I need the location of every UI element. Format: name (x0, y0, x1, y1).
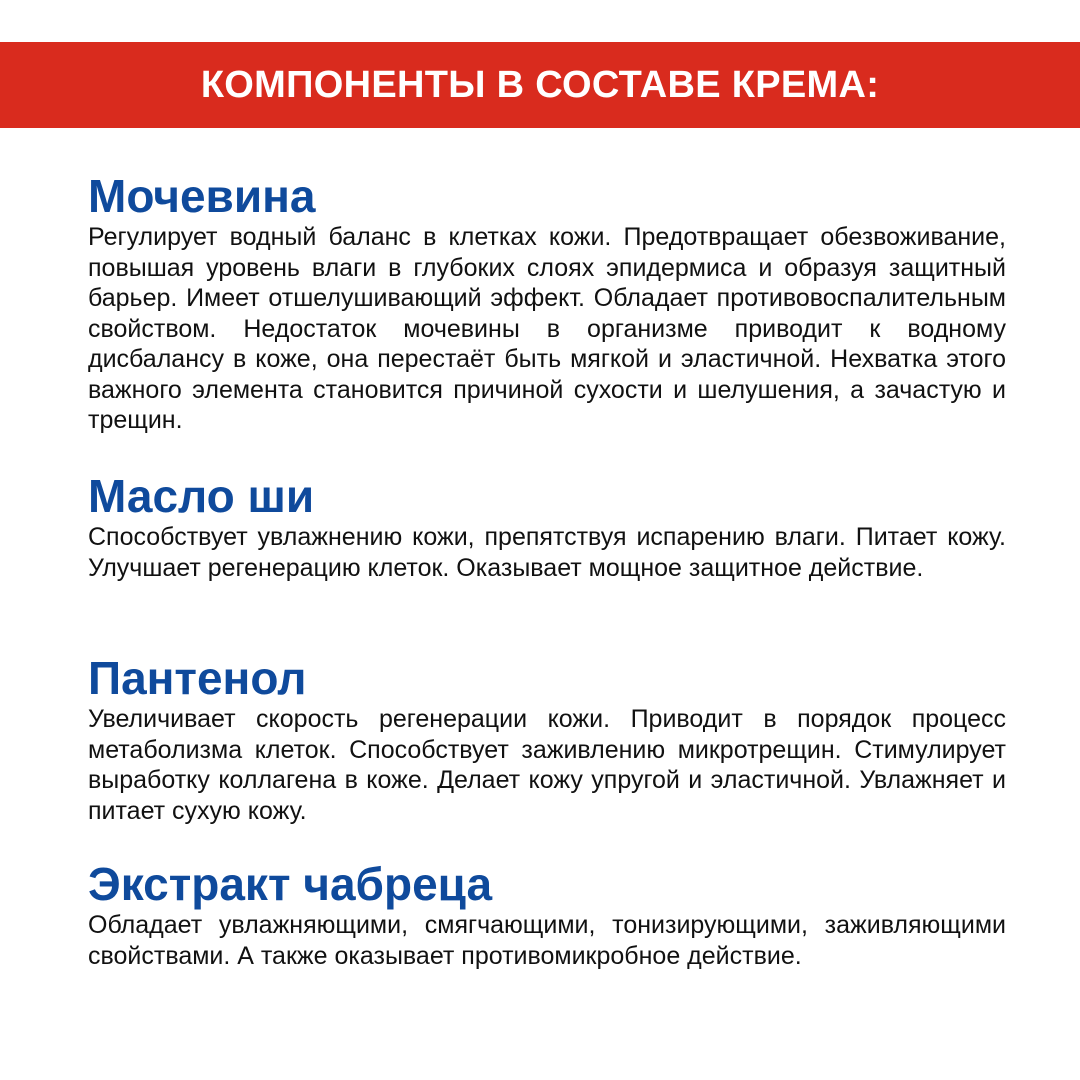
section-shea-butter (88, 470, 1006, 583)
section-text-panthenol: Увеличивает скорость регенерации кожи. Приводит в порядок процесс метаболизма клеток. Способствует заживлению микротрещин. Стимулирует выработку коллагена в коже. Делает кожу упругой и эластичной. Увлажняет и питает сухую кожу. (88, 705, 1006, 825)
section-thyme-extract (88, 858, 1006, 971)
section-text-thyme-extract: Обладает увлажняющими, смягчающими, тонизирующими, заживляющими свойствами. А также оказывает противомикробное действие. (88, 911, 1006, 970)
section-title-thyme-extract: Экстракт чабреца (88, 858, 493, 910)
section-title-shea-butter: Масло ши (88, 470, 315, 522)
section-text-urea: Регулирует водный баланс в клетках кожи. Предотвращает обезвоживание, повышая уровень влаги в глубоких слоях эпидермиса и образуя защитный барьер. Имеет отшелушивающий эффект. Обладает противовоспалительным свойством. Недостаток мочевины в организме приводит к водному дисбалансу в коже, она перестаёт быть мягкой и эластичной. Нехватка этого важного элемента становится причиной сухости и шелушения, а зачастую и трещин. (88, 223, 1006, 434)
section-title-urea: Мочевина (88, 170, 316, 222)
header-banner (0, 42, 1080, 128)
section-urea (88, 170, 1006, 436)
section-title-panthenol: Пантенол (88, 652, 307, 704)
section-panthenol (88, 652, 1006, 826)
page-title: КОМПОНЕНТЫ В СОСТАВЕ КРЕМА: (200, 63, 880, 106)
section-text-shea-butter: Способствует увлажнению кожи, препятствуя испарению влаги. Питает кожу. Улучшает регенерацию клеток. Оказывает мощное защитное действие. (88, 523, 1006, 582)
